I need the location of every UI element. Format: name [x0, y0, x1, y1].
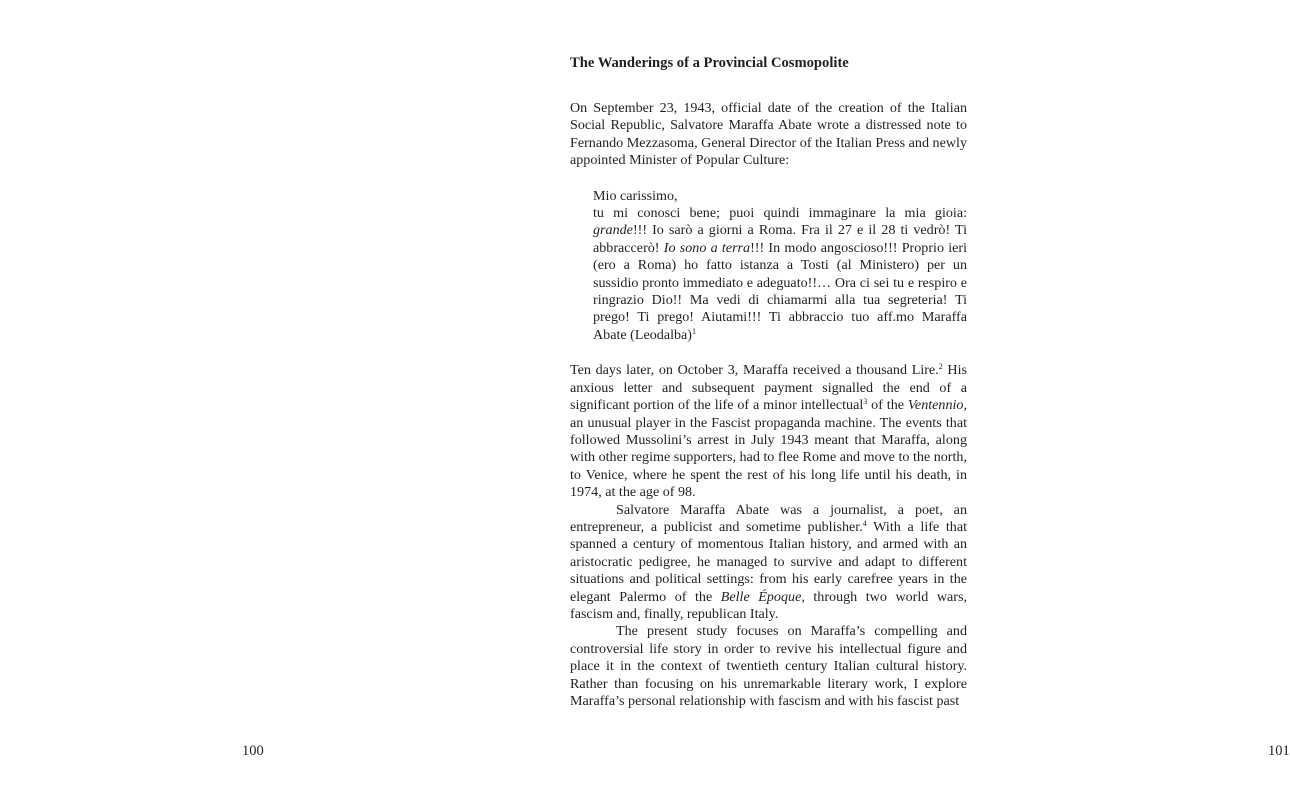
footnote-ref-2: 2: [938, 362, 943, 372]
page-number-right: 101: [1268, 743, 1290, 759]
quote-text-a: tu mi conosci bene; puoi quindi immaginare la mia gioia:: [593, 205, 967, 222]
quote-salutation: Mio carissimo,: [593, 187, 678, 204]
right-page: [512, 0, 1290, 791]
quote-emphasis-grande: grande: [593, 222, 633, 239]
p2-text-d: an unusual player in the Fascist propaganda machine. The events that followed Mussolini’s arrest in July 1943 meant that Maraffa, along with other regime supporters, had to flee Rome and move to the north, to Venice, where he spent the rest of his long life until his death, in 1974, at the age of 98.: [570, 414, 967, 501]
body-text: [570, 54, 967, 710]
paragraph-1: On September 23, 1943, official date of the creation of the Italian Social Republic, Salvatore Maraffa Abate wrote a distressed note to Fernando Mezzasoma, General Director of the Italian Press and newly appointed Minister of Popular Culture:: [570, 100, 967, 169]
quote-emphasis-terra: Io sono a terra: [663, 239, 751, 256]
quote-body: [593, 205, 967, 344]
paragraph-3: [570, 502, 967, 624]
p3-emphasis-belle-epoque: Belle Époque: [720, 588, 802, 605]
chapter-title: The Wanderings of a Provincial Cosmopolite: [570, 55, 849, 71]
quote-text-c: !!! In modo angoscioso!!! Proprio ieri (ero a Roma) ho fatto istanza a Tosti (al Ministero) per un sussidio pronto immediato e adeguato!!… Ora ci sei tu e respiro e ringrazio Dio!! Ma vedi di chiamarmi alla tua segreteria! Ti prego! Ti prego! Aiutami!!! Ti abbraccio tuo aff.mo Maraffa Abate (Leodalba): [593, 239, 968, 343]
p2-text-c: of the: [867, 397, 908, 414]
p3-text-b: With a life that spanned a century of momentous Italian history, and armed with an aristocratic pedigree, he managed to survive and adapt to different situations and political settings: from his early carefree years in the elegant Palermo of the: [570, 518, 967, 605]
page-number-left: 100: [242, 743, 264, 759]
paragraph-2: [570, 362, 967, 501]
footnote-ref-3: 3: [863, 397, 868, 407]
left-page: [0, 0, 512, 791]
p3-text-a: Salvatore Maraffa Abate was a journalist, a poet, an entrepreneur, a publicist and sometime publisher.: [570, 501, 967, 535]
quote-text-b: !!! Io sarò a giorni a Roma. Fra il 27 e il 28 ti vedrò! Ti abbraccerò!: [593, 222, 967, 256]
footnote-ref-1: 1: [692, 326, 696, 336]
block-quote: [593, 188, 967, 345]
p2-text-a: Ten days later, on October 3, Maraffa received a thousand Lire.: [570, 362, 939, 379]
footnote-ref-4: 4: [862, 518, 867, 528]
p2-emphasis-ventennio: Ventennio,: [907, 397, 967, 414]
p3-text-c: , through two world wars, fascism and, finally, republican Italy.: [570, 588, 968, 622]
p2-text-b: His anxious letter and subsequent payment signalled the end of a significant portion of the life of a minor intellectual: [570, 362, 967, 414]
paragraph-4: The present study focuses on Maraffa’s compelling and controversial life story in order to revive his intellectual figure and place it in the context of twentieth century Italian cultural history. Rather than focusing on his unremarkable literary work, I explore Maraffa’s personal relationship with fascism and with his fascist past: [570, 623, 967, 709]
